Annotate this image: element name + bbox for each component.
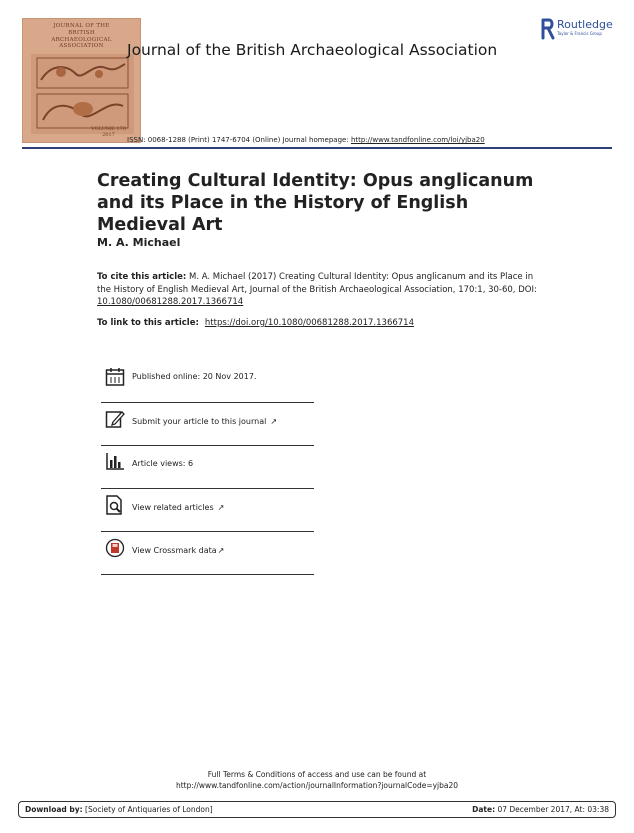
link-label: To link to this article: <box>97 318 199 328</box>
journal-title: Journal of the British Archaeological Association <box>127 41 498 59</box>
crossmark-icon <box>105 538 125 558</box>
issn-line <box>127 136 485 144</box>
external-link-icon: ↗ <box>270 417 278 426</box>
submit-article-item[interactable] <box>101 405 314 448</box>
bar-chart-icon <box>105 451 125 471</box>
footer-terms <box>0 769 634 791</box>
cite-label: To cite this article: <box>97 272 187 282</box>
terms-line-1: Full Terms & Conditions of access and use can be found at <box>207 770 427 779</box>
divider <box>101 488 314 489</box>
publisher-logo <box>541 18 621 42</box>
journal-homepage-link[interactable]: http://www.tandfonline.com/loi/yjba20 <box>350 136 485 144</box>
edit-icon <box>105 409 125 429</box>
article-author: M. A. Michael <box>97 236 181 249</box>
header-rule <box>22 147 612 149</box>
cite-doi-link[interactable]: 10.1080/00681288.2017.1366714 <box>97 297 244 307</box>
article-link <box>97 318 414 328</box>
related-articles-item[interactable] <box>101 491 314 534</box>
article-title: Creating Cultural Identity: Opus anglicanum and its Place in the History of English Medieval Art <box>97 171 534 235</box>
calendar-icon <box>105 367 125 387</box>
doi-link[interactable]: https://doi.org/10.1080/00681288.2017.1366714 <box>204 318 414 328</box>
divider <box>101 531 314 532</box>
divider <box>101 445 314 446</box>
routledge-logo-icon <box>541 18 555 40</box>
cover-artwork <box>31 54 134 134</box>
citation <box>97 271 547 309</box>
journal-cover <box>22 18 141 143</box>
external-link-icon: ↗ <box>217 503 225 512</box>
download-date: Date: 07 December 2017, At: 03:38 <box>472 805 609 814</box>
cite-text: M. A. Michael (2017) Creating Cultural Identity: Opus anglicanum and its Place in the History of English Medieval Art, Journal of the British Archaeological Association, 170:1, 30-60, DOI: <box>97 272 537 295</box>
related-articles-link[interactable]: View related articles ↗ <box>132 503 225 512</box>
external-link-icon: ↗ <box>217 546 225 555</box>
article-views-item <box>101 448 314 491</box>
logo-wordmark: Routledge <box>557 18 613 31</box>
logo-tagline: Taylor & Francis Group <box>557 31 602 36</box>
crossmark-item[interactable] <box>101 534 314 577</box>
published-online-item <box>101 362 314 405</box>
published-online-label: Published online: 20 Nov 2017. <box>132 372 257 381</box>
terms-link[interactable]: http://www.tandfonline.com/action/journalInformation?journalCode=yjba20 <box>175 781 459 790</box>
article-views-label: Article views: 6 <box>132 459 194 468</box>
cover-title: JOURNAL OF THE BRITISH ARCHAEOLOGICAL ASSOCIATION <box>51 23 112 50</box>
download-info-bar <box>18 801 616 818</box>
cover-volume: VOLUME 170 2017 <box>91 126 126 138</box>
downloaded-by: Download by: [Society of Antiquaries of London] <box>25 805 213 814</box>
crossmark-link[interactable]: View Crossmark data↗ <box>132 546 225 555</box>
submit-article-link[interactable]: Submit your article to this journal ↗ <box>132 417 278 426</box>
document-search-icon <box>105 495 125 515</box>
divider <box>101 402 314 403</box>
issn-text: ISSN: 0068-1288 (Print) 1747-6704 (Online) Journal homepage: <box>127 136 349 144</box>
divider <box>101 574 314 575</box>
